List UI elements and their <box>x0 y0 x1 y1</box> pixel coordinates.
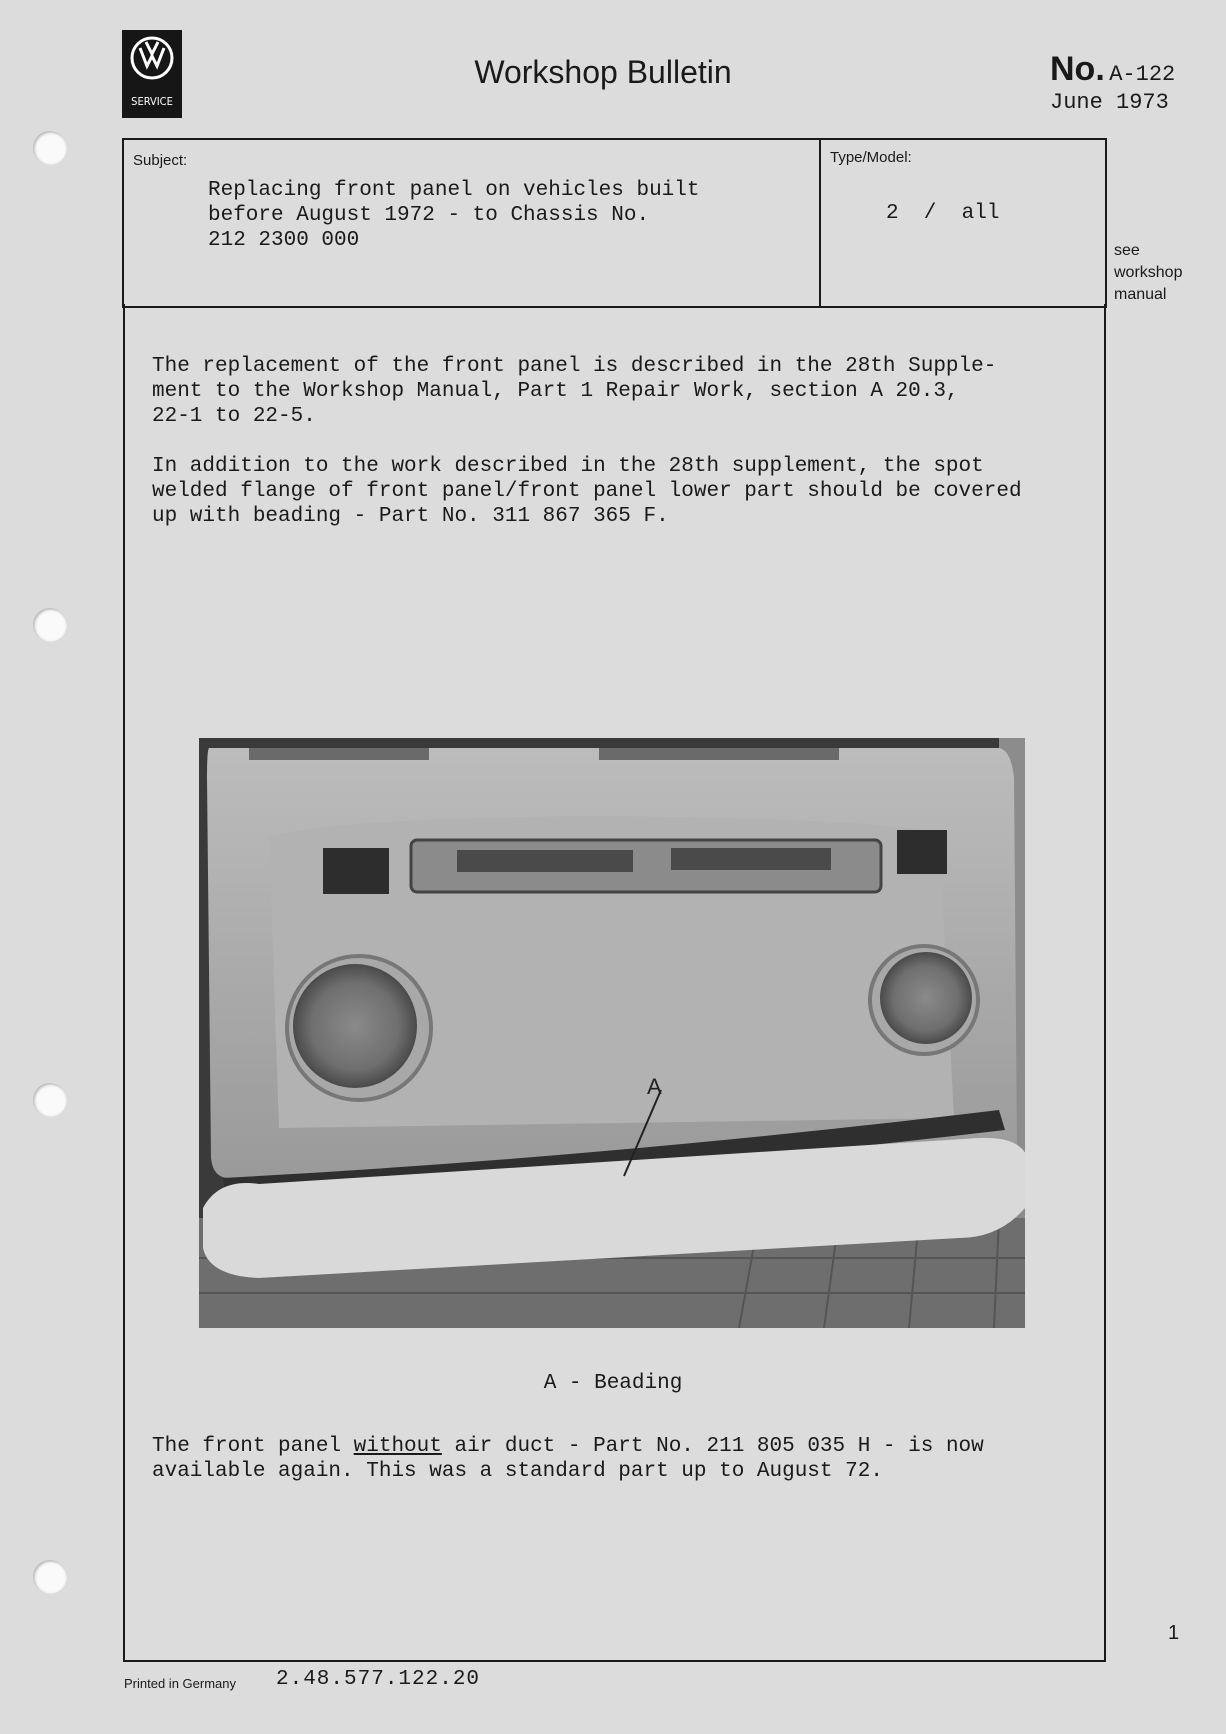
subject-divider <box>819 138 821 306</box>
document-code: 2.48.577.122.20 <box>276 1668 481 1691</box>
see-workshop-manual-note: see workshop manual <box>1114 242 1183 303</box>
paragraph-1: The replacement of the front panel is described in the 28th Supple- ment to the Workshop Manual, Part 1 Repair Work, section A 20.3, 22-1 to 22-5. <box>152 355 997 428</box>
subject-text: Replacing front panel on vehicles built before August 1972 - to Chassis No. 212 2300 000 <box>208 179 700 252</box>
type-model-value: 2 / all <box>886 202 1000 225</box>
front-panel-photo <box>199 738 1025 1328</box>
binder-hole <box>33 1560 67 1594</box>
vehicle-front-photo-illustration <box>199 738 1025 1328</box>
emphasis-without: without <box>353 1435 442 1458</box>
subject-label: Subject: <box>133 152 188 169</box>
bulletin-number <box>1050 50 1175 89</box>
number-label: No. <box>1050 50 1105 88</box>
binder-hole <box>33 1083 67 1117</box>
logo-service-text: SERVICE <box>131 95 173 108</box>
photo-callout-a: A <box>647 1074 662 1099</box>
page-number: 1 <box>1168 1622 1180 1644</box>
bulletin-date: June 1973 <box>1050 90 1169 115</box>
printed-in-label: Printed in Germany <box>124 1676 236 1691</box>
bulletin-title: Workshop Bulletin <box>474 54 732 90</box>
paragraph-2: In addition to the work described in the 28th supplement, the spot welded flange of front panel/front panel lower part should be covered up with beading - Part No. 311 867 365 F. <box>152 455 1022 528</box>
photo-caption: A - Beading <box>543 1372 683 1395</box>
binder-hole <box>33 131 67 165</box>
paragraph-3: The front panel without air duct - Part No. 211 805 035 H - is now available again. This was a standard part up to August 72. <box>152 1435 984 1483</box>
binder-hole <box>33 608 67 642</box>
number-value: A-122 <box>1109 62 1176 87</box>
type-model-label: Type/Model: <box>830 149 912 166</box>
